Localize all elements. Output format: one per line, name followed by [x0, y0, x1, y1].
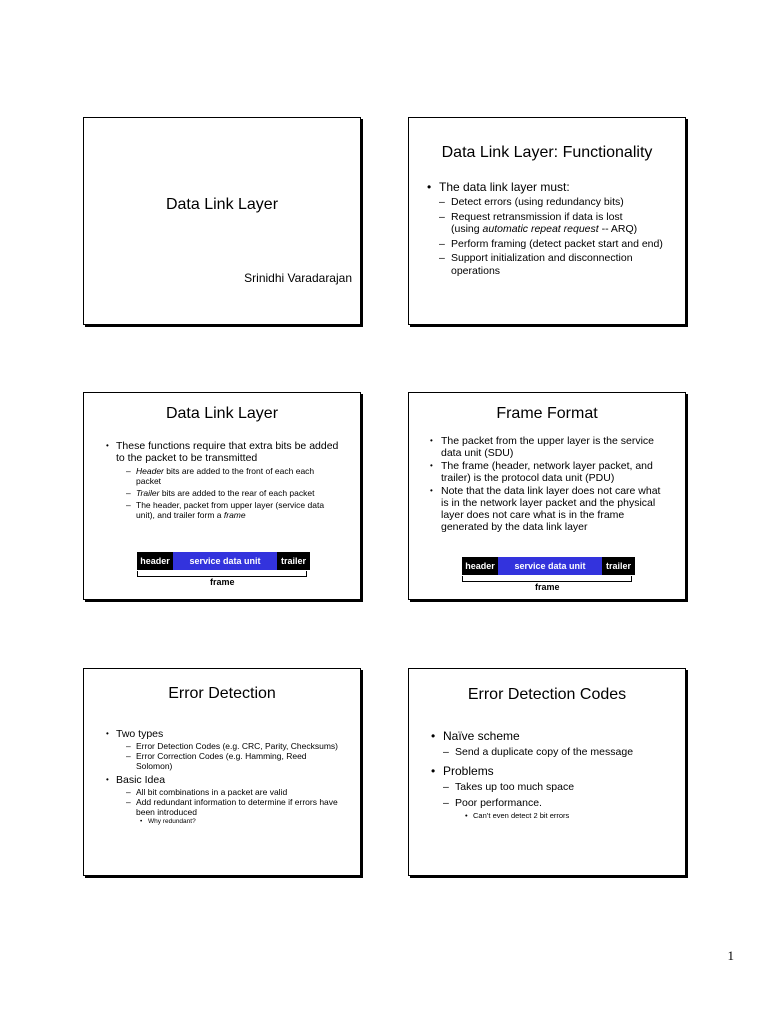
bullet-item: • Naïve scheme – Send a duplicate copy of the message: [431, 729, 671, 759]
slide-title: [83, 117, 361, 325]
slide-title-heading: Data Link Layer: [165, 196, 279, 213]
frame-diagram: [137, 552, 310, 570]
slide-heading: Error Detection: [168, 685, 276, 702]
sub-sub-item: • Can’t even detect 2 bit errors: [465, 811, 671, 820]
sub-item: – Poor performance.: [443, 797, 671, 810]
frame-sdu-block: service data unit: [498, 557, 602, 575]
frame-header-block: header: [137, 552, 173, 570]
sub-item: – Send a duplicate copy of the message: [443, 746, 671, 759]
sub-item: – Header bits are added to the front of each each packet: [126, 466, 341, 486]
bullet-item: • These functions require that extra bits be added to the packet to be transmitted – Header bits are added to the front of each each packet – Trailer bits are added to the rear of each packet – The header, packet from upper layer (service data unit), and trailer form a frame: [106, 440, 341, 520]
sub-item: – Perform framing (detect packet start and end): [439, 238, 672, 251]
sub-item: – The header, packet from upper layer (service data unit), and trailer form a frame: [126, 500, 341, 520]
bullet-item: • The data link layer must: – Detect errors (using redundancy bits) – Request retransmission if data is lost (using automatic repeat request -- ARQ) – Perform framing (detect packet start and end) – Support initialization and disconnection operations: [427, 180, 672, 277]
frame-trailer-block: trailer: [277, 552, 310, 570]
frame-header-block: header: [462, 557, 498, 575]
slide-dll-bits: [83, 392, 361, 600]
slide-error-detection-codes: [408, 668, 686, 876]
page-number: 1: [727, 948, 734, 963]
frame-trailer-block: trailer: [602, 557, 635, 575]
bullet-item: • Problems – Takes up too much space – Poor performance. • Can’t even detect 2 bit errors: [431, 764, 671, 820]
slide-heading: Frame Format: [496, 405, 598, 422]
slide-functionality: [408, 117, 686, 325]
bullet-item: • Two types – Error Detection Codes (e.g. CRC, Parity, Checksums) – Error Correction Codes (e.g. Hamming, Reed Solomon): [106, 728, 341, 771]
frame-sdu-block: service data unit: [173, 552, 277, 570]
sub-item: – Error Correction Codes (e.g. Hamming, Reed Solomon): [126, 751, 341, 771]
bullet-item: • Basic Idea – All bit combinations in a packet are valid – Add redundant information to determine if errors have been introduced • Why redundant?: [106, 774, 341, 826]
slide-heading: Data Link Layer: Functionality: [441, 144, 653, 161]
sub-item: – All bit combinations in a packet are valid: [126, 787, 341, 797]
sub-item: – Add redundant information to determine if errors have been introduced: [126, 797, 341, 817]
frame-label: frame: [210, 577, 235, 587]
slide-frame-format: [408, 392, 686, 600]
bullet-item: • Note that the data link layer does not care what is in the network layer packet and the physical layer does not care what is in the frame generated by the data link layer: [430, 485, 670, 533]
sub-sub-item: • Why redundant?: [140, 817, 341, 826]
frame-diagram: [462, 557, 635, 575]
bullet-item: • The packet from the upper layer is the service data unit (SDU): [430, 435, 670, 459]
frame-label: frame: [535, 582, 560, 592]
sub-item: – Error Detection Codes (e.g. CRC, Parity, Checksums): [126, 741, 341, 751]
sub-item: – Detect errors (using redundancy bits): [439, 196, 672, 209]
sub-item: – Request retransmission if data is lost (using automatic repeat request -- ARQ): [439, 211, 672, 236]
sub-item: – Trailer bits are added to the rear of each packet: [126, 488, 341, 498]
slide-error-detection: [83, 668, 361, 876]
sub-item: – Support initialization and disconnection operations: [439, 252, 672, 277]
sub-item: – Takes up too much space: [443, 781, 671, 794]
slide-heading: Data Link Layer: [165, 405, 279, 422]
bullet-item: • The frame (header, network layer packet, and trailer) is the protocol data unit (PDU): [430, 460, 670, 484]
slide-heading: Error Detection Codes: [467, 686, 627, 703]
author-name: Srinidhi Varadarajan: [244, 271, 352, 285]
